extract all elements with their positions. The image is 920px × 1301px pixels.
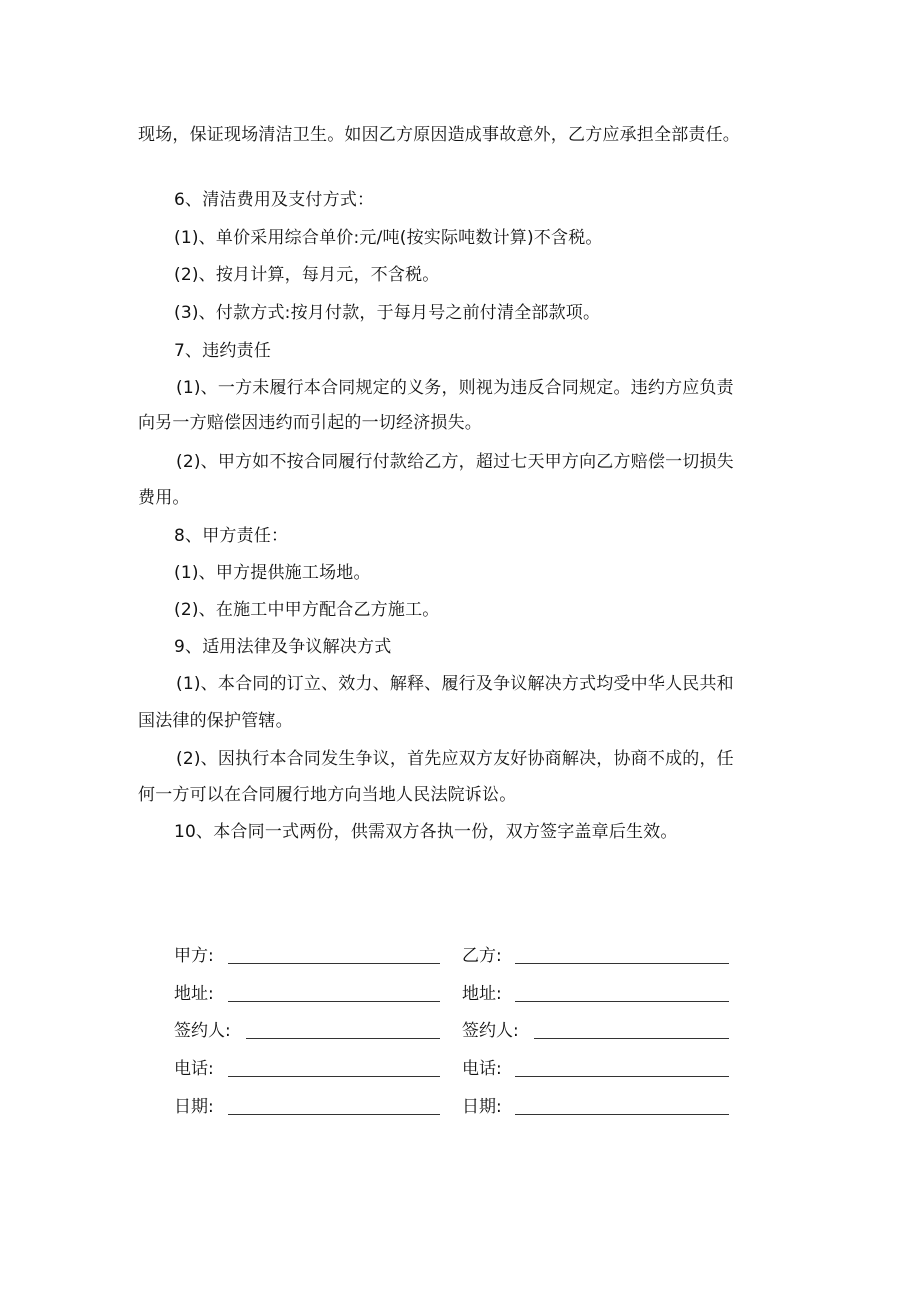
clause-9-2-continued: 何一方可以在合同履行地方向当地人民法院诉讼。 (138, 785, 517, 805)
party-a-signer-label: 签约人: (174, 1021, 231, 1041)
clause-6-2: (2)、按月计算，每月元，不含税。 (174, 265, 440, 285)
clause-6-3: (3)、付款方式:按月付款，于每月号之前付清全部款项。 (174, 303, 601, 323)
section-heading-8: 8、甲方责任： (174, 526, 289, 546)
party-a-address-field[interactable] (228, 1001, 440, 1002)
party-a-phone-field[interactable] (228, 1076, 440, 1077)
clause-7-2-continued: 费用。 (138, 488, 190, 508)
clause-9-2: (2)、因执行本合同发生争议，首先应双方友好协商解决，协商不成的，任 (176, 749, 734, 769)
clause-6-1: (1)、单价采用综合单价:元/吨(按实际吨数计算)不含税。 (174, 228, 603, 248)
party-b-date-label: 日期: (462, 1097, 502, 1117)
party-b-signer-label: 签约人: (462, 1021, 519, 1041)
party-a-name-field[interactable] (228, 963, 440, 964)
party-b-address-field[interactable] (515, 1001, 729, 1002)
party-a-date-label: 日期: (174, 1097, 214, 1117)
section-heading-9: 9、适用法律及争议解决方式 (174, 637, 392, 657)
party-b-name-field[interactable] (515, 963, 729, 964)
clause-8-1: (1)、甲方提供施工场地。 (174, 563, 371, 583)
section-heading-6: 6、清洁费用及支付方式： (174, 190, 375, 210)
party-a-address-label: 地址: (174, 984, 214, 1004)
party-a-signer-field[interactable] (246, 1038, 440, 1039)
party-a-name-label: 甲方: (174, 946, 214, 966)
clause-7-2: (2)、甲方如不按合同履行付款给乙方，超过七天甲方向乙方赔偿一切损失 (176, 452, 734, 472)
clause-7-1-continued: 向另一方赔偿因违约而引起的一切经济损失。 (138, 413, 482, 433)
party-b-address-label: 地址: (462, 984, 502, 1004)
clause-9-1-continued: 国法律的保护管辖。 (138, 711, 293, 731)
party-b-phone-field[interactable] (515, 1076, 729, 1077)
section-heading-10: 10、本合同一式两份，供需双方各执一份，双方签字盖章后生效。 (174, 822, 678, 842)
party-a-phone-label: 电话: (174, 1059, 214, 1079)
paragraph-line: 现场，保证现场清洁卫生。如因乙方原因造成事故意外，乙方应承担全部责任。 (138, 125, 740, 145)
party-a-date-field[interactable] (228, 1114, 440, 1115)
party-b-phone-label: 电话: (462, 1059, 502, 1079)
section-heading-7: 7、违约责任 (174, 341, 272, 361)
clause-8-2: (2)、在施工中甲方配合乙方施工。 (174, 600, 440, 620)
party-b-name-label: 乙方: (462, 946, 502, 966)
party-b-signer-field[interactable] (534, 1038, 729, 1039)
clause-9-1: (1)、本合同的订立、效力、解释、履行及争议解决方式均受中华人民共和 (176, 674, 734, 694)
clause-7-1: (1)、一方未履行本合同规定的义务，则视为违反合同规定。违约方应负责 (176, 378, 734, 398)
party-b-date-field[interactable] (515, 1114, 729, 1115)
